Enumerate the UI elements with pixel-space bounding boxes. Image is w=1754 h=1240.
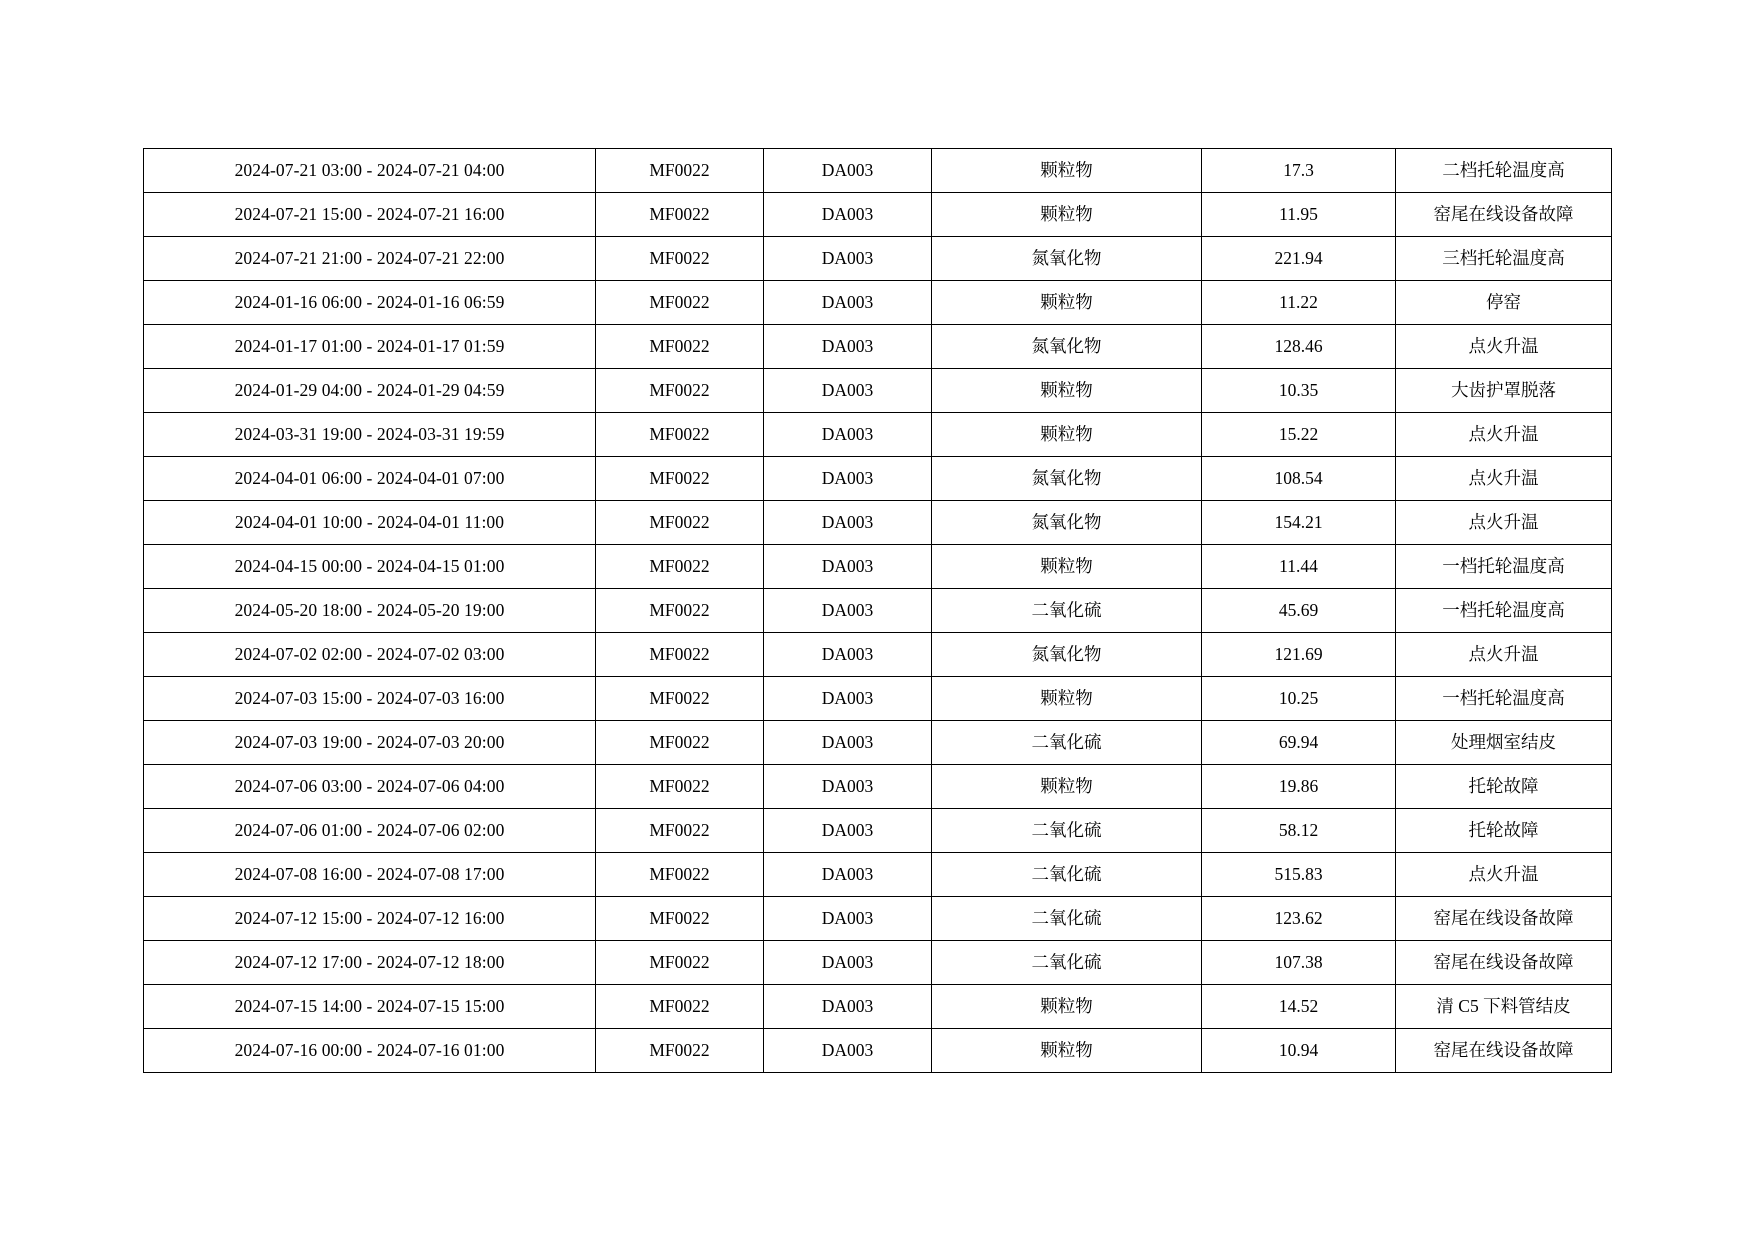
cell-value: 19.86: [1202, 765, 1396, 809]
cell-device-code: DA003: [764, 589, 932, 633]
table-row: [144, 369, 1612, 413]
exceedance-record-table-wrapper: [143, 148, 1611, 1073]
cell-period: 2024-07-21 03:00 - 2024-07-21 04:00: [144, 149, 596, 193]
cell-period: 2024-01-29 04:00 - 2024-01-29 04:59: [144, 369, 596, 413]
cell-value: 121.69: [1202, 633, 1396, 677]
table-row: [144, 985, 1612, 1029]
cell-device-code: DA003: [764, 413, 932, 457]
cell-facility-code: MF0022: [596, 457, 764, 501]
cell-device-code: DA003: [764, 149, 932, 193]
cell-facility-code: MF0022: [596, 677, 764, 721]
table-row: [144, 501, 1612, 545]
cell-pollutant: 氮氧化物: [932, 633, 1202, 677]
cell-pollutant: 氮氧化物: [932, 457, 1202, 501]
table-body: [144, 149, 1612, 1073]
cell-reason: 点火升温: [1396, 633, 1612, 677]
cell-device-code: DA003: [764, 897, 932, 941]
cell-facility-code: MF0022: [596, 281, 764, 325]
cell-pollutant: 颗粒物: [932, 413, 1202, 457]
cell-reason: 二档托轮温度高: [1396, 149, 1612, 193]
cell-period: 2024-04-01 10:00 - 2024-04-01 11:00: [144, 501, 596, 545]
cell-period: 2024-05-20 18:00 - 2024-05-20 19:00: [144, 589, 596, 633]
cell-facility-code: MF0022: [596, 369, 764, 413]
cell-value: 11.95: [1202, 193, 1396, 237]
table-row: [144, 545, 1612, 589]
cell-reason: 托轮故障: [1396, 765, 1612, 809]
cell-period: 2024-04-15 00:00 - 2024-04-15 01:00: [144, 545, 596, 589]
cell-period: 2024-01-16 06:00 - 2024-01-16 06:59: [144, 281, 596, 325]
cell-period: 2024-07-21 21:00 - 2024-07-21 22:00: [144, 237, 596, 281]
cell-value: 10.25: [1202, 677, 1396, 721]
cell-value: 10.94: [1202, 1029, 1396, 1073]
cell-facility-code: MF0022: [596, 325, 764, 369]
cell-device-code: DA003: [764, 633, 932, 677]
cell-facility-code: MF0022: [596, 721, 764, 765]
cell-facility-code: MF0022: [596, 985, 764, 1029]
table-row: [144, 237, 1612, 281]
cell-facility-code: MF0022: [596, 765, 764, 809]
cell-reason: 点火升温: [1396, 457, 1612, 501]
cell-pollutant: 颗粒物: [932, 677, 1202, 721]
cell-reason: 一档托轮温度高: [1396, 677, 1612, 721]
cell-device-code: DA003: [764, 985, 932, 1029]
cell-period: 2024-07-16 00:00 - 2024-07-16 01:00: [144, 1029, 596, 1073]
cell-pollutant: 二氧化硫: [932, 941, 1202, 985]
cell-period: 2024-07-06 03:00 - 2024-07-06 04:00: [144, 765, 596, 809]
table-row: [144, 721, 1612, 765]
table-row: [144, 809, 1612, 853]
cell-reason: 大齿护罩脱落: [1396, 369, 1612, 413]
cell-facility-code: MF0022: [596, 149, 764, 193]
table-row: [144, 897, 1612, 941]
cell-facility-code: MF0022: [596, 853, 764, 897]
cell-value: 10.35: [1202, 369, 1396, 413]
table-row: [144, 941, 1612, 985]
cell-value: 221.94: [1202, 237, 1396, 281]
cell-device-code: DA003: [764, 325, 932, 369]
table-row: [144, 457, 1612, 501]
cell-pollutant: 颗粒物: [932, 149, 1202, 193]
cell-reason: 窑尾在线设备故障: [1396, 941, 1612, 985]
cell-pollutant: 颗粒物: [932, 765, 1202, 809]
cell-pollutant: 二氧化硫: [932, 589, 1202, 633]
cell-pollutant: 二氧化硫: [932, 897, 1202, 941]
cell-device-code: DA003: [764, 545, 932, 589]
cell-pollutant: 颗粒物: [932, 369, 1202, 413]
cell-value: 58.12: [1202, 809, 1396, 853]
cell-value: 515.83: [1202, 853, 1396, 897]
cell-period: 2024-07-06 01:00 - 2024-07-06 02:00: [144, 809, 596, 853]
table-row: [144, 853, 1612, 897]
cell-value: 14.52: [1202, 985, 1396, 1029]
table-row: [144, 325, 1612, 369]
table-row: [144, 1029, 1612, 1073]
cell-reason: 停窑: [1396, 281, 1612, 325]
cell-reason: 窑尾在线设备故障: [1396, 897, 1612, 941]
table-row: [144, 589, 1612, 633]
cell-period: 2024-07-08 16:00 - 2024-07-08 17:00: [144, 853, 596, 897]
cell-value: 108.54: [1202, 457, 1396, 501]
cell-reason: 清 C5 下料管结皮: [1396, 985, 1612, 1029]
cell-reason: 托轮故障: [1396, 809, 1612, 853]
cell-device-code: DA003: [764, 501, 932, 545]
cell-period: 2024-01-17 01:00 - 2024-01-17 01:59: [144, 325, 596, 369]
cell-pollutant: 颗粒物: [932, 281, 1202, 325]
table-row: [144, 413, 1612, 457]
cell-facility-code: MF0022: [596, 413, 764, 457]
cell-device-code: DA003: [764, 237, 932, 281]
cell-pollutant: 颗粒物: [932, 1029, 1202, 1073]
table-row: [144, 765, 1612, 809]
cell-period: 2024-03-31 19:00 - 2024-03-31 19:59: [144, 413, 596, 457]
table-row: [144, 677, 1612, 721]
cell-device-code: DA003: [764, 193, 932, 237]
cell-device-code: DA003: [764, 765, 932, 809]
cell-value: 15.22: [1202, 413, 1396, 457]
cell-pollutant: 氮氧化物: [932, 237, 1202, 281]
table-row: [144, 193, 1612, 237]
cell-value: 107.38: [1202, 941, 1396, 985]
cell-facility-code: MF0022: [596, 237, 764, 281]
cell-reason: 三档托轮温度高: [1396, 237, 1612, 281]
cell-reason: 点火升温: [1396, 413, 1612, 457]
cell-device-code: DA003: [764, 457, 932, 501]
cell-device-code: DA003: [764, 809, 932, 853]
cell-reason: 一档托轮温度高: [1396, 589, 1612, 633]
cell-period: 2024-07-03 15:00 - 2024-07-03 16:00: [144, 677, 596, 721]
cell-pollutant: 二氧化硫: [932, 809, 1202, 853]
cell-value: 11.44: [1202, 545, 1396, 589]
cell-period: 2024-07-12 15:00 - 2024-07-12 16:00: [144, 897, 596, 941]
cell-value: 128.46: [1202, 325, 1396, 369]
cell-period: 2024-07-15 14:00 - 2024-07-15 15:00: [144, 985, 596, 1029]
cell-pollutant: 氮氧化物: [932, 325, 1202, 369]
cell-device-code: DA003: [764, 941, 932, 985]
cell-facility-code: MF0022: [596, 897, 764, 941]
cell-pollutant: 颗粒物: [932, 193, 1202, 237]
cell-reason: 窑尾在线设备故障: [1396, 193, 1612, 237]
cell-reason: 一档托轮温度高: [1396, 545, 1612, 589]
cell-facility-code: MF0022: [596, 1029, 764, 1073]
cell-value: 123.62: [1202, 897, 1396, 941]
cell-value: 45.69: [1202, 589, 1396, 633]
cell-pollutant: 二氧化硫: [932, 721, 1202, 765]
exceedance-record-table: [143, 148, 1612, 1073]
cell-device-code: DA003: [764, 281, 932, 325]
cell-facility-code: MF0022: [596, 809, 764, 853]
cell-device-code: DA003: [764, 853, 932, 897]
cell-device-code: DA003: [764, 677, 932, 721]
cell-reason: 点火升温: [1396, 853, 1612, 897]
cell-facility-code: MF0022: [596, 589, 764, 633]
cell-reason: 点火升温: [1396, 501, 1612, 545]
cell-device-code: DA003: [764, 369, 932, 413]
cell-value: 154.21: [1202, 501, 1396, 545]
cell-facility-code: MF0022: [596, 545, 764, 589]
cell-value: 69.94: [1202, 721, 1396, 765]
table-row: [144, 281, 1612, 325]
cell-device-code: DA003: [764, 721, 932, 765]
cell-device-code: DA003: [764, 1029, 932, 1073]
cell-facility-code: MF0022: [596, 941, 764, 985]
cell-value: 11.22: [1202, 281, 1396, 325]
cell-period: 2024-04-01 06:00 - 2024-04-01 07:00: [144, 457, 596, 501]
cell-facility-code: MF0022: [596, 501, 764, 545]
cell-reason: 点火升温: [1396, 325, 1612, 369]
cell-facility-code: MF0022: [596, 193, 764, 237]
cell-period: 2024-07-03 19:00 - 2024-07-03 20:00: [144, 721, 596, 765]
cell-facility-code: MF0022: [596, 633, 764, 677]
cell-value: 17.3: [1202, 149, 1396, 193]
cell-pollutant: 颗粒物: [932, 545, 1202, 589]
cell-pollutant: 氮氧化物: [932, 501, 1202, 545]
cell-reason: 窑尾在线设备故障: [1396, 1029, 1612, 1073]
cell-reason: 处理烟室结皮: [1396, 721, 1612, 765]
cell-pollutant: 二氧化硫: [932, 853, 1202, 897]
cell-period: 2024-07-12 17:00 - 2024-07-12 18:00: [144, 941, 596, 985]
cell-period: 2024-07-21 15:00 - 2024-07-21 16:00: [144, 193, 596, 237]
cell-pollutant: 颗粒物: [932, 985, 1202, 1029]
cell-period: 2024-07-02 02:00 - 2024-07-02 03:00: [144, 633, 596, 677]
table-row: [144, 149, 1612, 193]
table-row: [144, 633, 1612, 677]
